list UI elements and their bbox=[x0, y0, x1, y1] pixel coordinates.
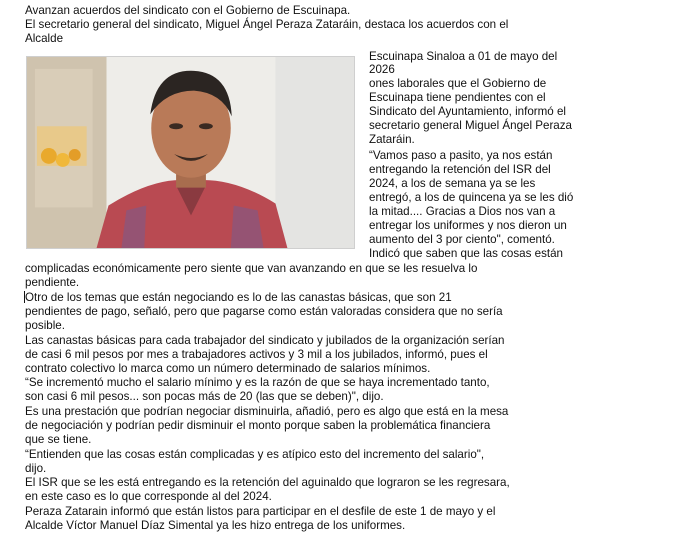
man-portrait-photo bbox=[27, 57, 354, 248]
side-line: la mitad.... Gracias a Dios nos van a bbox=[369, 205, 556, 218]
side-line: aumento del 3 por ciento", comentó. bbox=[369, 233, 555, 246]
body-line: pendientes de pago, señaló, pero que pagarse como están valoradas considera que no sería bbox=[25, 305, 503, 318]
side-line: “Vamos paso a pasito, ya nos están bbox=[369, 149, 553, 162]
side-line: secretario general Miguel Ángel Peraza bbox=[369, 119, 573, 132]
body-line: son casi 6 mil pesos... son pocas más de 20 (las que se deben)", dijo. bbox=[25, 390, 384, 403]
body-line: de casi 6 mil pesos por mes a trabajadores activos y 3 mil a los jubilados, informó, pues el bbox=[25, 348, 488, 361]
subhead-line-1: El secretario general del sindicato, Miguel Ángel Peraza Zataráin, destaca los acuerdos con el bbox=[25, 18, 509, 31]
body-line: “Se incrementó mucho el salario mínimo y es la razón de que se haya incrementado tanto, bbox=[25, 376, 490, 389]
body-line: pendiente. bbox=[25, 276, 80, 289]
side-line: 2026 bbox=[369, 63, 395, 76]
body-line: Es una prestación que podrían negociar disminuirla, añadió, pero es algo que está en la mesa bbox=[25, 405, 509, 418]
headline: Avanzan acuerdos del sindicato con el Gobierno de Escuinapa. bbox=[25, 4, 351, 17]
side-line: Zataráin. bbox=[369, 133, 415, 146]
side-line: Escuinapa tiene pendientes con el bbox=[369, 91, 546, 104]
side-line: Escuinapa Sinaloa a 01 de mayo del bbox=[369, 50, 558, 63]
body-line: que se tiene. bbox=[25, 433, 92, 446]
body-line: Otro de los temas que están negociando es lo de las canastas básicas, que son 21 bbox=[25, 291, 452, 304]
body-line: Alcalde Víctor Manuel Díaz Simental ya les hizo entrega de los uniformes. bbox=[25, 519, 406, 532]
body-line: dijo. bbox=[25, 462, 47, 475]
body-line: complicadas económicamente pero siente que van avanzando en que se les resuelva lo bbox=[25, 262, 478, 275]
side-line: Indicó que saben que las cosas están bbox=[369, 247, 564, 260]
article-photo bbox=[26, 56, 355, 249]
side-line: entregar los uniformes y nos dieron un bbox=[369, 219, 567, 232]
body-line: posible. bbox=[25, 319, 65, 332]
body-line: de negociación y podrían pedir disminuir el monto porque saben la problemática financiera bbox=[25, 419, 491, 432]
side-line: entregó, a los de quincena ya se les dió bbox=[369, 191, 574, 204]
body-line: Peraza Zatarain informó que están listos para participar en el desfile de este 1 de mayo y el bbox=[25, 505, 496, 518]
body-line: Las canastas básicas para cada trabajador del sindicato y jubilados de la organización serían bbox=[25, 334, 505, 347]
side-line: ones laborales que el Gobierno de bbox=[369, 77, 547, 90]
body-line: “Entienden que las cosas están complicadas y es atípico esto del incremento del salario", bbox=[25, 448, 485, 461]
body-line: El ISR que se les está entregando es la retención del aguinaldo que lograron se les regresara, bbox=[25, 476, 510, 489]
side-line: entregando la retención del ISR del bbox=[369, 163, 551, 176]
side-line: Sindicato del Ayuntamiento, informó el bbox=[369, 105, 566, 118]
subhead-line-2: Alcalde bbox=[25, 32, 64, 45]
side-line: 2024, a los de semana ya se les bbox=[369, 177, 536, 190]
body-line: contrato colectivo lo marca como un número determinado de salarios mínimos. bbox=[25, 362, 431, 375]
body-line: en este caso es lo que corresponde al del 2024. bbox=[25, 490, 272, 503]
